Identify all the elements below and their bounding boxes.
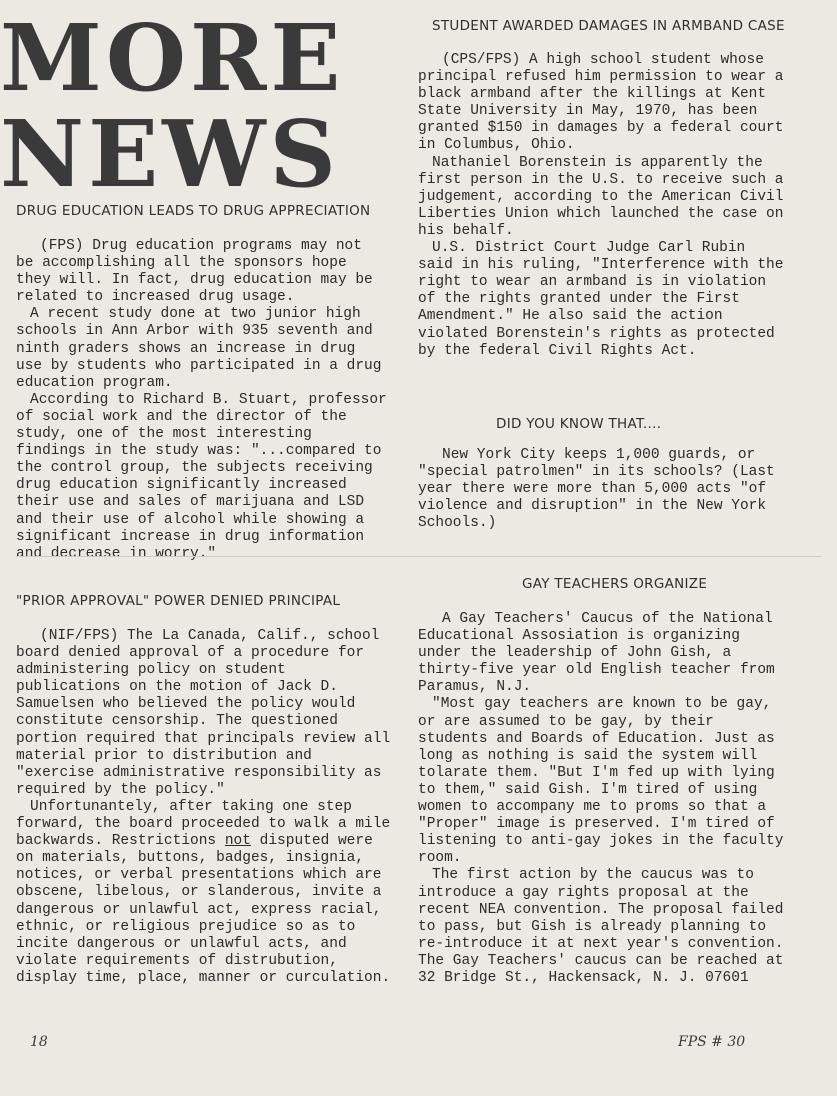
masthead: [0, 4, 400, 208]
drug-paragraph: According to Richard B. Stuart, professor of social work and the director of the study, one of the most interesting findings in the study was: "...compared to the control group, the subjects receiving drug education significantly increased their use and sales of marijuana and LSD and their use of alcohol while showing a significant increase in drug information and decrease in worry.": [16, 391, 387, 562]
prior-underlined-word: not: [224, 833, 251, 850]
didyouknow-article: [418, 447, 790, 532]
masthead-more: MORE: [0, 4, 345, 112]
gay-headline: GAY TEACHERS ORGANIZE: [522, 576, 708, 592]
didyouknow-headline: DID YOU KNOW THAT....: [496, 416, 662, 432]
prior-article: [16, 628, 392, 987]
armband-headline: STUDENT AWARDED DAMAGES IN ARMBAND CASE: [432, 18, 785, 34]
prior-text: Unfortunantely, after taking one step forward, the board proceeded to walk a mile backwards. Restrictions: [16, 798, 391, 850]
drug-headline: DRUG EDUCATION LEADS TO DRUG APPRECIATION: [16, 203, 371, 219]
prior-paragraph-2: [16, 799, 392, 987]
drug-paragraph: A recent study done at two junior high schools in Ann Arbor with 935 seventh and ninth graders shows an increase in drug use by students who participated in a drug education program.: [16, 306, 382, 391]
gay-paragraph: The first action by the caucus was to introduce a gay rights proposal at the recent NEA convention. The proposal failed to pass, but Gish is already planning to re-introduce it at next year's convention. The Gay Teachers' caucus can be reached at 32 Bridge St., Hackensack, N. J. 07601: [418, 867, 784, 986]
page-number-right: FPS # 30: [678, 1034, 746, 1050]
didyouknow-paragraph: New York City keeps 1,000 guards, or "special patrolmen" in its schools? (Last year there were more than 5,000 acts "of violence and disruption" in the New York Schools.): [418, 447, 775, 532]
drug-article: [16, 238, 388, 563]
prior-paragraph: (NIF/FPS) The La Canada, Calif., school board denied approval of a procedure for administering policy on student publications on the motion of Jack D. Samuelsen who believed the policy would constitute censorship. The questioned portion required that principals review all material prior to distribution and "exercise administrative responsibility as required by the policy.": [16, 628, 391, 798]
prior-text: disputed were on materials, buttons, badges, insignia, notices, or verbal presentations which are obscene, libelous, or slanderous, invite a dangerous or unlawful act, express racial, ethnic, or religious prejudice so as to incite dangerous or unlawful acts, and violate requirements of distrubution, display time, place, manner or curculation.: [16, 833, 391, 986]
armband-paragraph: Nathaniel Borenstein is apparently the first person in the U.S. to receive such a judgement, according to the American Civil Liberties Union which launched the case on his behalf.: [418, 154, 784, 239]
armband-paragraph: (CPS/FPS) A high school student whose principal refused him permission to wear a black armband after the killings at Kent State University in May, 1970, has been granted $150 in damages by a federal court in Columbus, Ohio.: [418, 52, 784, 154]
drug-paragraph: (FPS) Drug education programs may not be accomplishing all the sponsors hope they will. In fact, drug education may be related to increased drug usage.: [16, 238, 373, 306]
masthead-news: NEWS: [0, 100, 340, 208]
gay-article: [418, 611, 792, 987]
gay-paragraph: "Most gay teachers are known to be gay, or are assumed to be gay, by their students and Boards of Education. Just as long as nothing is said the system will tolarate them. "But I'm fed up with lying to them," said Gish. I'm tired of using women to accompany me to proms so that a "Proper" image is preserved. I'm tired of listening to anti-gay jokes in the faculty room.: [418, 696, 784, 867]
gay-paragraph: A Gay Teachers' Caucus of the National Educational Assosiation is organizing under the leadership of John Gish, a thirty-five year old English teacher from Paramus, N.J.: [418, 611, 775, 696]
armband-article: [418, 52, 784, 360]
section-divider: [16, 556, 821, 557]
prior-headline: "PRIOR APPROVAL" POWER DENIED PRINCIPAL: [16, 593, 341, 609]
armband-paragraph: U.S. District Court Judge Carl Rubin said in his ruling, "Interference with the right to wear an armband is in violation of the rights granted under the First Amendment." He also said the action violated Borenstein's rights as protected by the federal Civil Rights Act.: [418, 240, 784, 359]
page-number-left: 18: [30, 1034, 48, 1050]
